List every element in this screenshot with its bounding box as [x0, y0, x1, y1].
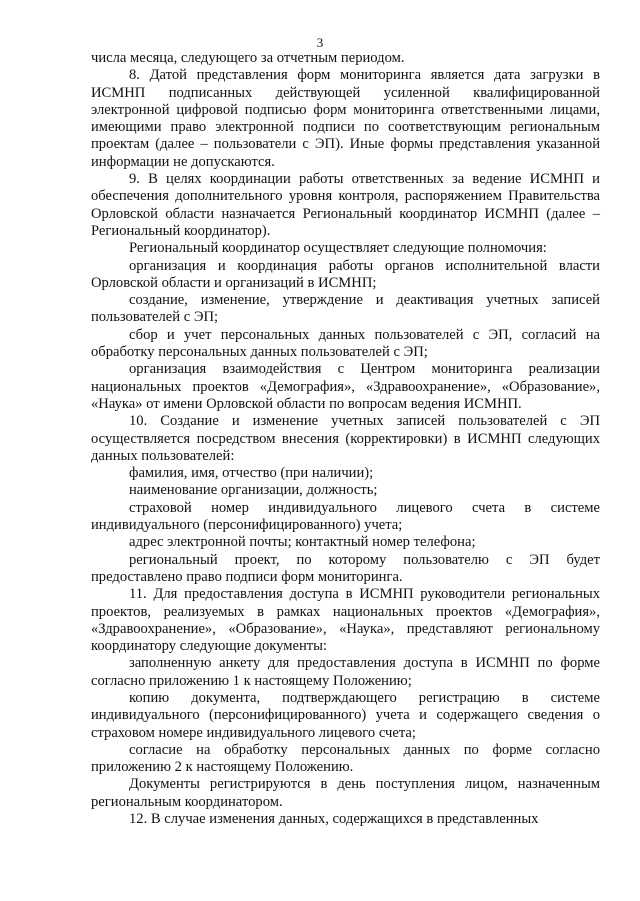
paragraph: копию документа, подтверждающего регистрацию в системе индивидуального (персонифицированного) учета и содержащего сведения о страховом номере индивидуального лицевого счета;	[91, 689, 600, 741]
paragraph: заполненную анкету для предоставления доступа в ИСМНП по форме согласно приложению 1 к настоящему Положению;	[91, 655, 600, 689]
page-number: 3	[316, 35, 324, 50]
paragraph: адрес электронной почты; контактный номер телефона;	[129, 534, 476, 551]
paragraph: 12. В случае изменения данных, содержащихся в представленных	[129, 811, 539, 828]
paragraph: Документы регистрируются в день поступления лицом, назначенным региональным координатором.	[91, 776, 600, 810]
paragraph: фамилия, имя, отчество (при наличии);	[129, 465, 374, 482]
paragraph: страховой номер индивидуального лицевого счета в системе индивидуального (персонифицированного) учета;	[91, 499, 600, 534]
paragraph: 9. В целях координации работы ответственных за ведение ИСМНП и обеспечения дополнительного уровня контроля, распоряжением Правительства Орловской области назначается Региональный координатор ИСМНП (далее – Региональный координатор).	[91, 171, 600, 239]
paragraph: наименование организации, должность;	[129, 482, 378, 499]
document-body	[91, 50, 600, 828]
paragraph: 8. Датой представления форм мониторинга является дата загрузки в ИСМНП подписанных действующей усиленной квалифицированной электронной цифровой подписью форм мониторинга ответственными лицами, имеющими право электронной подписи по соответствующим региональным проектам (далее – пользователи с ЭП). Иные формы представления указанной информации не допускаются.	[91, 67, 600, 170]
paragraph: 11. Для предоставления доступа в ИСМНП руководители региональных проектов, реализуемых в рамках национальных проектов «Демография», «Здравоохранение», «Образование», «Наука», представляют региональному координатору следующие документы:	[91, 586, 600, 655]
paragraph: 10. Создание и изменение учетных записей пользователей с ЭП осуществляется посредством внесения (корректировки) в ИСМНП следующих данных пользователей:	[91, 413, 600, 464]
paragraph: сбор и учет персональных данных пользователей с ЭП, согласий на обработку персональных данных пользователей с ЭП;	[91, 326, 600, 361]
paragraph: числа месяца, следующего за отчетным периодом.	[91, 50, 405, 66]
paragraph: создание, изменение, утверждение и деактивация учетных записей пользователей с ЭП;	[91, 292, 600, 326]
paragraph: согласие на обработку персональных данных по форме согласно приложению 2 к настоящему Положению.	[91, 741, 600, 776]
paragraph: Региональный координатор осуществляет следующие полномочия:	[129, 240, 547, 257]
paragraph: региональный проект, по которому пользователю с ЭП будет предоставлено право подписи форм мониторинга.	[91, 551, 600, 585]
paragraph: организация взаимодействия с Центром мониторинга реализации национальных проектов «Демография», «Здравоохранение», «Образование», «Наука» от имени Орловской области по вопросам ведения ИСМНП.	[91, 361, 600, 412]
paragraph: организация и координация работы органов исполнительной власти Орловской области и организаций в ИСМНП;	[91, 257, 600, 291]
